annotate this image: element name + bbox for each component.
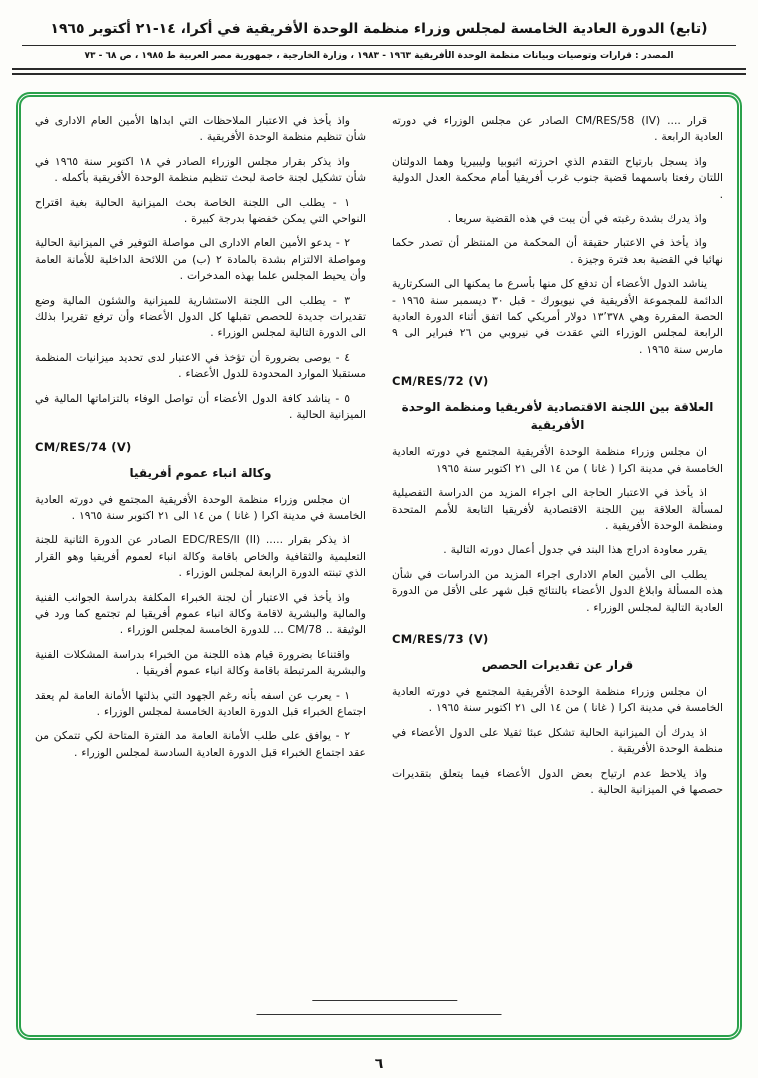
paragraph: ٥ - يناشد كافة الدول الأعضاء أن تواصل الوفاء بالتزاماتها المالية في الميزانية الحالية . — [35, 391, 366, 422]
end-divider-bottom — [257, 1014, 502, 1015]
paragraph: واذ يأخذ في الاعتبار الملاحظات التي ابداها الأمين العام الادارى في شأن تنظيم منظمة الوحدة الأفريقية . — [35, 114, 366, 144]
paragraph: قرار .... CM/RES/58 (IV) الصادر عن مجلس الوزراء في دورته العادية الرابعة . — [392, 114, 723, 144]
right-column — [392, 113, 723, 973]
document-title: (تابع) الدورة العادية الخامسة لمجلس وزراء منظمة الوحدة الأفريقية في أكرا، ١٤-٢١ أكتوبر ١٩٦٥ — [50, 21, 708, 37]
source-line: المصدر : قرارات وتوصيات وبيانات منظمة الوحدة الأفريقية ١٩٦٣ - ١٩٨٣ ، وزارة الخارجية ، جمهورية مصر العربية ط ١٩٨٥ ، ص ٦٨ - ٧٣ — [84, 51, 674, 62]
paragraph: ٣ - يطلب الى اللجنة الاستشارية للميزانية والشئون المالية وضع تقديرات جديدة للحصص تقبلها كل الدول الأعضاء وأن ترفع تقريرا بذلك الى الدورة التالية لمجلس الوزراء . — [35, 293, 366, 340]
header-double-rule — [12, 68, 746, 75]
content-frame — [16, 92, 742, 1040]
paragraph: يطلب الى الأمين العام الادارى اجراء المزيد من الدراسات في شأن هذه المسألة وابلاغ الدول الأعضاء بالنتائج قبل شهر على الأقل من الدورة العادية التالية لمجلس الوزراء . — [392, 567, 723, 614]
left-column — [35, 113, 366, 973]
two-column-layout — [35, 113, 723, 973]
paragraph: اذ يدرك أن الميزانية الحالية تشكل عبئا ثقيلا على الدول الأعضاء في منظمة الوحدة الأفريقية . — [392, 725, 723, 756]
resolution-code: CM/RES/72 (V) — [392, 374, 489, 389]
paragraph: ان مجلس وزراء منظمة الوحدة الأفريقية المجتمع في دورته العادية الخامسة في مدينة اكرا ( غانا ) من ١٤ الى ٢١ اكتوبر سنة ١٩٦٥ . — [35, 492, 366, 522]
paragraph: ١ - يطلب الى اللجنة الخاصة بحث الميزانية الحالية بغية اقتراح النواحي التي يمكن خفضها بدرجة كبيرة . — [35, 195, 366, 226]
resolution-code: CM/RES/74 (V) — [35, 439, 132, 454]
resolution-code: CM/RES/73 (V) — [392, 631, 489, 646]
paragraph: واذ يأخذ في الاعتبار حقيقة أن المحكمة من المنتظر أن تصدر حكما نهائيا في القضية بعد فترة وجيزة . — [392, 236, 723, 266]
paragraph: ٢ - يوافق على طلب الأمانة العامة مد الفترة المتاحة لكي تتمكن من عقد اجتماع الخبراء قبل الدورة العادية السادسة لمجلس الوزراء . — [35, 729, 366, 759]
paragraph: واذ يسجل بارتياح التقدم الذي احرزته اثيوبيا وليبيريا وهما الدولتان اللتان رفعتا باسمهما قضية جنوب غرب أفريقيا أمام محكمة العدل الدولية . — [392, 154, 723, 201]
paragraph: يناشد الدول الأعضاء أن تدفع كل منها بأسرع ما يمكنها الى السكرتارية الدائمة للمجموعة الأفريقية في نيويورك - قبل ٣٠ ديسمبر سنة ١٩٦٥ - الحصة المقررة وهي ١٣٬٣٧٨ دولار أمريكي كما اتفق أثناء الدورة العادية الرابعة لمجلس الوزراء التي عقدت في نيروبي من ٢٦ فبراير الى ٩ مارس سنة ١٩٦٥ . — [392, 277, 723, 356]
paragraph: ان مجلس وزراء منظمة الوحدة الأفريقية المجتمع في دورته العادية الخامسة في مدينة اكرا ( غانا ) من ١٤ الى ٢١ اكتوبر سنة ١٩٦٥ — [392, 445, 723, 475]
paragraph: واقتناعا بضرورة قيام هذه اللجنة من الخبراء بدراسة المشكلات الفنية والبشرية المرتبطة باقامة وكالة انباء عموم أفريقيا . — [35, 647, 366, 678]
paragraph: اذ يأخذ في الاعتبار الحاجة الى اجراء المزيد من الدراسة التفصيلية لمسألة العلاقة بين اللجنة الاقتصادية لأفريقيا التابعة للأمم المتحدة ومنظمة الوحدة الأفريقية . — [392, 486, 723, 532]
end-divider-top — [312, 1000, 457, 1001]
section-heading: وكالة انباء عموم أفريقيا — [129, 465, 272, 480]
paragraph: واذ يأخذ في الاعتبار أن لجنة الخبراء المكلفة بدراسة الجوانب الفنية والمالية والبشرية لاقامة وكالة انباء عموم أفريقيا لم تجتمع كما ورد في الوثيقة .. CM/78 ... للدورة الخامسة لمجلس الوزراء . — [35, 590, 366, 637]
paragraph: ٢ - يدعو الأمين العام الادارى الى مواصلة التوفير في الميزانية الحالية ومواصلة الالتزام بشدة بالمادة ٢ (ب) من اللائحة الداخلية للأمانة العامة وأن يحيط المجلس علما بهذه المدخرات . — [35, 236, 366, 283]
paragraph: واذ يدرك بشدة رغبته في أن يبت في هذه القضية سريعا . — [447, 212, 707, 226]
page-header — [0, 0, 758, 75]
paragraph: واذ يلاحظ عدم ارتياح بعض الدول الأعضاء فيما يتعلق بتقديرات حصصها في الميزانية الحالية . — [392, 766, 723, 796]
section-heading: العلاقة بين اللجنة الاقتصادية لأفريقيا ومنظمة الوحدة الأفريقية — [401, 400, 714, 433]
paragraph: ان مجلس وزراء منظمة الوحدة الأفريقية المجتمع في دورته العادية الخامسة في مدينة اكرا ( غانا ) من ١٤ الى ٢١ اكتوبر سنة ١٩٦٥ . — [392, 684, 723, 715]
paragraph: ٤ - يوصى بضرورة أن تؤخذ في الاعتبار لدى تحديد ميزانيات المنظمة مستقبلا الموارد المحدودة للدول الأعضاء . — [35, 350, 366, 381]
section-heading: قرار عن تقديرات الحصص — [481, 657, 634, 672]
paragraph: واذ يذكر بقرار مجلس الوزراء الصادر في ١٨ اكتوبر سنة ١٩٦٥ في شأن تشكيل لجنة خاصة لبحث تنظيم منظمة الوحدة الأفريقية بأكمله . — [35, 154, 366, 185]
title-divider — [22, 45, 736, 46]
paragraph: اذ يذكر بقرار ..... EDC/RES/II (II) الصادر عن الدورة الثانية للجنة التعليمية والثقافية والخاص باقامة وكالة انباء لعموم أفريقيا وهو القرار الذي تبنته الدورة الرابعة لمجلس الوزراء . — [35, 533, 366, 580]
paragraph: يقرر معاودة ادراج هذا البند في جدول أعمال دورته التالية . — [443, 543, 707, 557]
page-number: ٦ — [374, 1056, 384, 1072]
paragraph: ١ - يعرب عن اسفه بأنه رغم الجهود التي بذلتها الأمانة العامة لم يعقد اجتماع الخبراء قبل الدورة العادية الخامسة لمجلس الوزراء . — [35, 688, 366, 718]
